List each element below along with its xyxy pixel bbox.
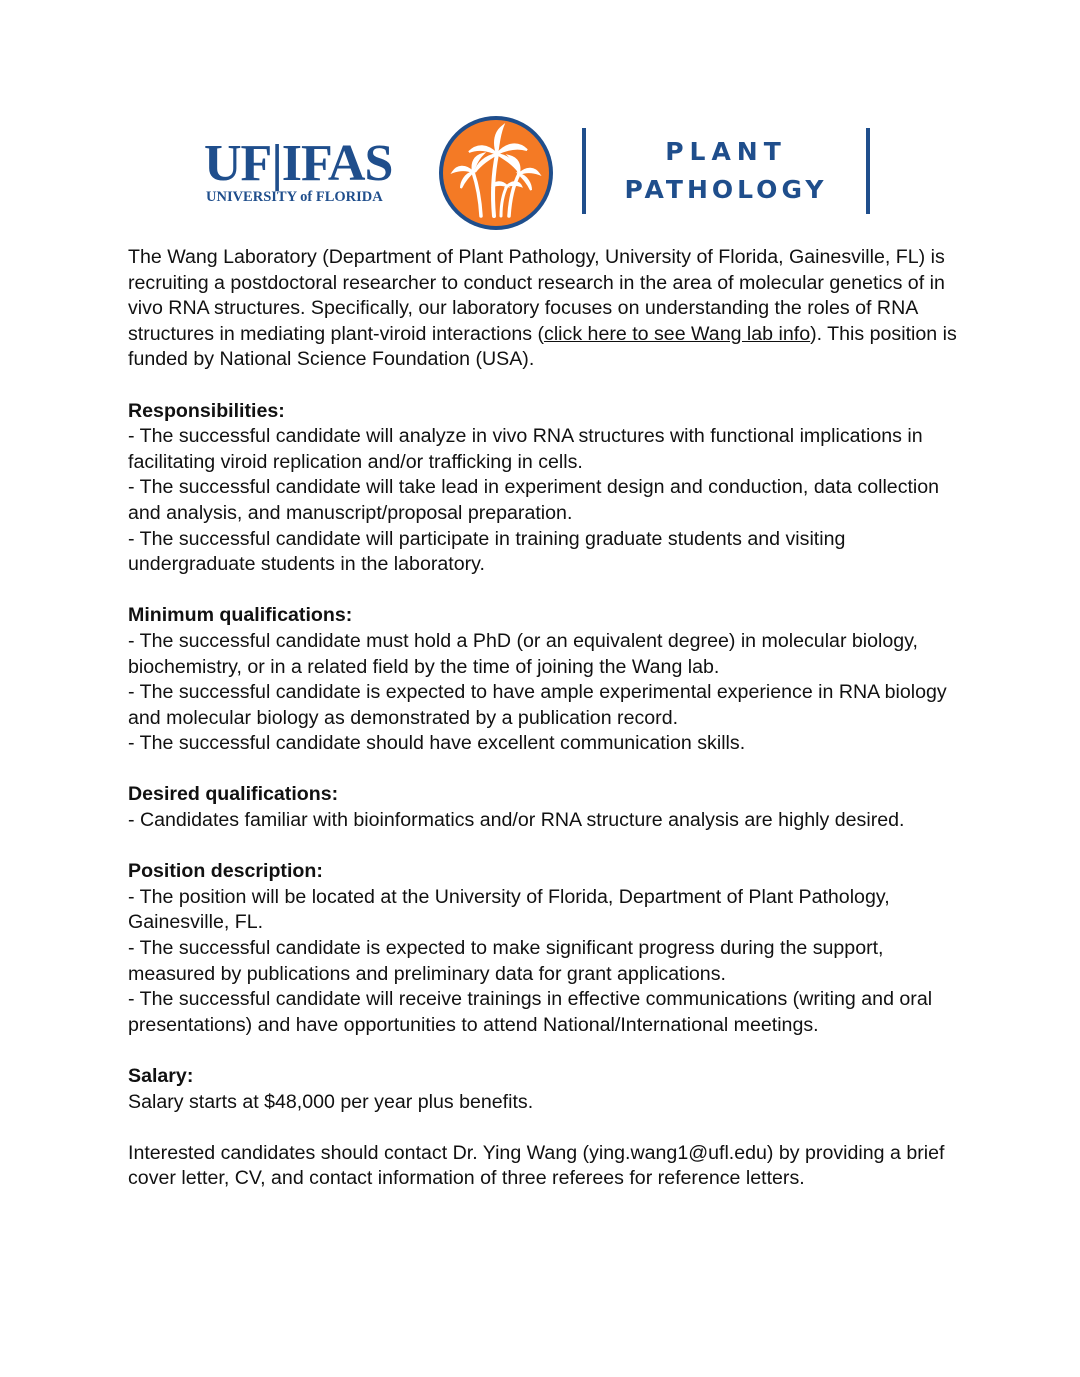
- spacer: [128, 757, 968, 783]
- palm-tree-emblem-icon: [437, 114, 555, 232]
- position-description-item: - The successful candidate is expected to make significant progress during the support, measured by publications and preliminary data for grant applications.: [128, 937, 884, 985]
- uf-ifas-wordmark: UF|IFAS: [204, 135, 393, 192]
- spacer: [128, 1115, 968, 1141]
- position-description-item: - The successful candidate will receive trainings in effective communications (writing and oral presentations) and have opportunities to attend National/International meetings.: [128, 988, 933, 1036]
- responsibility-item: - The successful candidate will participate in training graduate students and visiting undergraduate students in the laboratory.: [128, 527, 846, 576]
- responsibility-item: - The successful candidate will take lead in experiment design and conduction, data collection and analysis, and manuscript/proposal preparation.: [128, 476, 940, 524]
- salary-text: Salary starts at $48,000 per year plus benefits.: [128, 1090, 534, 1113]
- department-name-line2: PATHOLOGY: [624, 175, 828, 204]
- intro-text: The Wang Laboratory (Department of Plant Pathology, University of Florida, Gainesville, FL) is recruiting a postdoctoral researcher to conduct research in the area of molecular genetics of in vivo RNA structures. Specifically, our laboratory focuses on understanding the roles of RNA structures in mediating plant-viroid interactions (: [128, 246, 945, 345]
- intro-text-end: ). This position is funded by National Science Foundation (USA).: [128, 322, 957, 371]
- position-description-heading: Position description:: [128, 860, 323, 883]
- logo-divider-left: [582, 128, 586, 214]
- minimum-qualification-item: - The successful candidate should have excellent communication skills.: [128, 732, 746, 755]
- minimum-qualification-item: - The successful candidate must hold a PhD (or an equivalent degree) in molecular biology, biochemistry, or in a related field by the time of joining the Wang lab.: [128, 629, 918, 678]
- page-header: [0, 100, 1080, 230]
- logo-divider-right: [866, 128, 870, 214]
- minimum-qualifications-heading: Minimum qualifications:: [128, 604, 353, 627]
- university-of-florida-text: UNIVERSITY of FLORIDA: [206, 189, 383, 205]
- job-posting-body: [128, 245, 968, 1192]
- spacer: [128, 1038, 968, 1064]
- contact-paragraph: Interested candidates should contact Dr. Ying Wang (ying.wang1@ufl.edu) by providing a brief cover letter, CV, and contact information of three referees for reference letters.: [128, 1141, 945, 1190]
- desired-qualification-item: - Candidates familiar with bioinformatics and/or RNA structure analysis are highly desired.: [128, 809, 905, 832]
- desired-qualifications-heading: Desired qualifications:: [128, 783, 339, 806]
- salary-heading: Salary:: [128, 1065, 194, 1087]
- spacer: [128, 578, 968, 604]
- department-name-line1: PLANT: [665, 137, 787, 166]
- spacer: [128, 834, 968, 860]
- position-description-item: - The position will be located at the University of Florida, Department of Plant Pathology, Gainesville, FL.: [128, 885, 890, 934]
- spacer: [128, 373, 968, 399]
- minimum-qualification-item: - The successful candidate is expected to have ample experimental experience in RNA biology and molecular biology as demonstrated by a publication record.: [128, 681, 947, 729]
- responsibility-item: - The successful candidate will analyze in vivo RNA structures with functional implications in facilitating viroid replication and/or trafficking in cells.: [128, 425, 923, 473]
- wang-lab-info-link[interactable]: click here to see Wang lab info: [544, 322, 811, 345]
- intro-paragraph: [128, 245, 968, 373]
- uf-ifas-logo: [204, 136, 414, 208]
- responsibilities-heading: Responsibilities:: [128, 399, 285, 422]
